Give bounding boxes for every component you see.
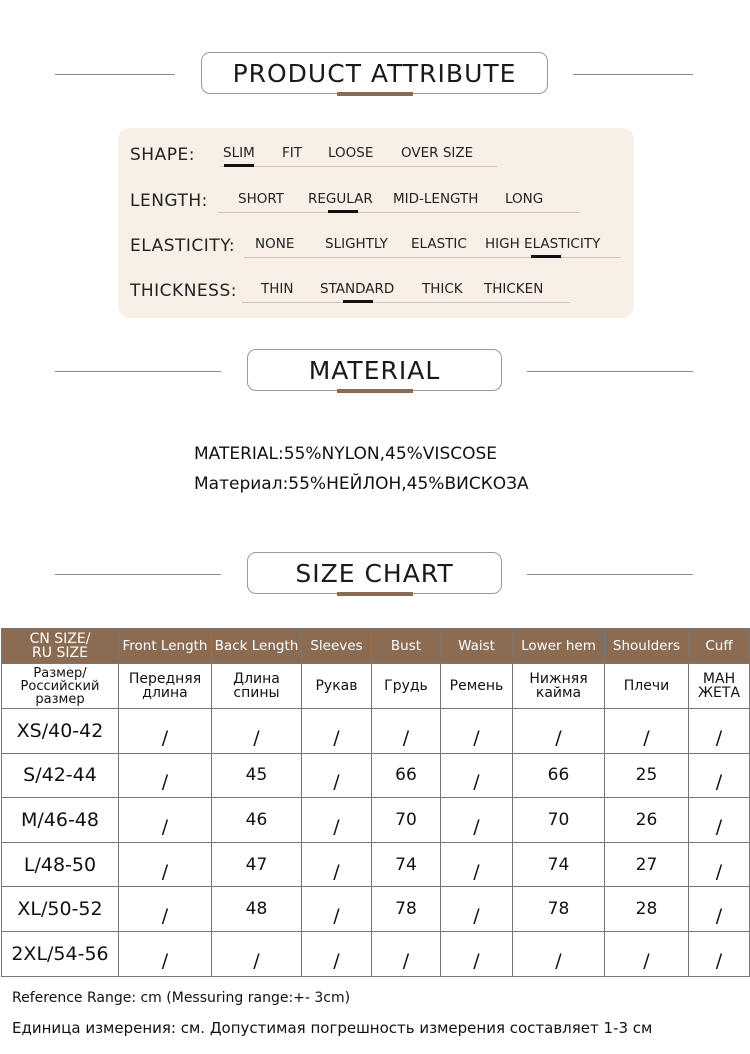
attr-baseline xyxy=(244,257,621,258)
attr-option: SLIGHTLY xyxy=(325,236,388,252)
table-cell: / xyxy=(441,753,513,798)
size-label-cell: S/42-44 xyxy=(2,753,119,798)
size-label-cell: XS/40-42 xyxy=(2,709,119,754)
section-title: SIZE CHART xyxy=(247,552,502,594)
title-underline xyxy=(337,92,413,96)
table-cell: / xyxy=(302,753,372,798)
attr-option: THICKEN xyxy=(484,281,544,297)
table-cell: / xyxy=(689,709,750,754)
divider-left xyxy=(55,371,221,372)
attr-option: STANDARD xyxy=(320,281,395,297)
selected-marker xyxy=(224,164,254,167)
title-underline xyxy=(337,389,413,393)
table-cell: / xyxy=(441,798,513,843)
divider-right xyxy=(527,371,693,372)
table-cell: 46 xyxy=(212,798,302,843)
table-row xyxy=(2,931,750,976)
title-underline xyxy=(337,592,413,596)
table-cell: / xyxy=(513,931,605,976)
table-cell: / xyxy=(119,709,212,754)
table-cell: / xyxy=(689,753,750,798)
table-cell: / xyxy=(513,709,605,754)
size-label-cell: CN SIZE/ RU SIZE xyxy=(2,629,119,664)
table-cell: / xyxy=(302,842,372,887)
material-label: Материал: xyxy=(194,474,289,494)
attr-option: NONE xyxy=(255,236,295,252)
attr-row-thickness xyxy=(118,269,634,309)
size-label-cell: L/48-50 xyxy=(2,842,119,887)
table-row xyxy=(2,709,750,754)
attr-label: ELASTICITY: xyxy=(130,236,236,256)
attr-option: MID-LENGTH xyxy=(393,191,479,207)
table-cell: / xyxy=(119,753,212,798)
table-cell: 47 xyxy=(212,842,302,887)
selected-marker xyxy=(343,300,373,303)
attr-row-shape xyxy=(118,133,634,173)
attr-option: THICK xyxy=(422,281,463,297)
size-label-cell: M/46-48 xyxy=(2,798,119,843)
attr-option: OVER SIZE xyxy=(401,145,474,161)
attr-option: ELASTIC xyxy=(411,236,467,252)
table-cell: Плечи xyxy=(605,664,689,709)
selected-marker xyxy=(531,255,561,258)
attr-row-elasticity xyxy=(118,224,634,264)
attr-label: THICKNESS: xyxy=(130,281,237,301)
table-cell: 78 xyxy=(372,887,441,932)
table-cell: МАН ЖЕТА xyxy=(689,664,750,709)
table-cell: 66 xyxy=(513,753,605,798)
table-cell: Cuff xyxy=(689,629,750,664)
attr-baseline xyxy=(218,212,580,213)
size-label-cell: XL/50-52 xyxy=(2,887,119,932)
table-cell: Front Length xyxy=(119,629,212,664)
table-cell: / xyxy=(605,709,689,754)
table-cell: / xyxy=(689,798,750,843)
attr-label: LENGTH: xyxy=(130,191,208,211)
table-cell: / xyxy=(119,931,212,976)
attr-option: LOOSE xyxy=(328,145,374,161)
table-cell: 48 xyxy=(212,887,302,932)
size-label-cell: Размер/ Российский размер xyxy=(2,664,119,709)
table-cell: / xyxy=(689,887,750,932)
table-cell: 74 xyxy=(513,842,605,887)
table-header-en xyxy=(2,629,750,664)
material-value: 55%НЕЙЛОН,45%ВИСКОЗА xyxy=(288,474,529,494)
attr-label: SHAPE: xyxy=(130,145,195,165)
table-cell: / xyxy=(212,931,302,976)
table-cell: Передняя длина xyxy=(119,664,212,709)
attribute-panel xyxy=(118,128,634,318)
attr-option: SLIM xyxy=(223,145,255,161)
attr-row-length xyxy=(118,179,634,219)
selected-marker xyxy=(328,210,358,213)
table-header-ru xyxy=(2,664,750,709)
table-cell: / xyxy=(119,887,212,932)
table-cell: 28 xyxy=(605,887,689,932)
table-row xyxy=(2,798,750,843)
table-row xyxy=(2,753,750,798)
table-cell: / xyxy=(441,709,513,754)
table-cell: Lower hem xyxy=(513,629,605,664)
table-cell: / xyxy=(302,798,372,843)
table-cell: 74 xyxy=(372,842,441,887)
table-cell: Длина спины xyxy=(212,664,302,709)
table-cell: 45 xyxy=(212,753,302,798)
table-cell: / xyxy=(212,709,302,754)
material-label: MATERIAL: xyxy=(194,444,284,464)
table-cell: 26 xyxy=(605,798,689,843)
table-cell: 66 xyxy=(372,753,441,798)
size-chart-table xyxy=(1,628,750,977)
table-cell: / xyxy=(119,798,212,843)
divider-left xyxy=(55,74,175,75)
attr-option: THIN xyxy=(261,281,294,297)
table-cell: 70 xyxy=(513,798,605,843)
table-cell: Рукав xyxy=(302,664,372,709)
table-row xyxy=(2,842,750,887)
table-cell: Bust xyxy=(372,629,441,664)
table-cell: Shoulders xyxy=(605,629,689,664)
table-cell: Back Length xyxy=(212,629,302,664)
table-cell: Ремень xyxy=(441,664,513,709)
size-chart-heading xyxy=(0,552,750,602)
attr-baseline xyxy=(221,166,497,167)
material-value: 55%NYLON,45%VISCOSE xyxy=(283,444,498,464)
table-cell: 25 xyxy=(605,753,689,798)
table-cell: / xyxy=(441,842,513,887)
table-cell: Нижняя кайма xyxy=(513,664,605,709)
table-row xyxy=(2,887,750,932)
table-cell: / xyxy=(441,887,513,932)
table-cell: / xyxy=(441,931,513,976)
table-cell: / xyxy=(302,709,372,754)
table-cell: Sleeves xyxy=(302,629,372,664)
section-title: PRODUCT ATTRIBUTE xyxy=(201,52,548,94)
attr-option: HIGH ELASTICITY xyxy=(485,236,601,252)
table-cell: Грудь xyxy=(372,664,441,709)
table-cell: / xyxy=(302,887,372,932)
table-cell: / xyxy=(302,931,372,976)
product-attribute-heading xyxy=(0,52,750,102)
attr-option: SHORT xyxy=(238,191,284,207)
table-cell: 27 xyxy=(605,842,689,887)
table-cell: 70 xyxy=(372,798,441,843)
table-cell: / xyxy=(689,931,750,976)
material-line-ru xyxy=(194,474,529,494)
table-cell: / xyxy=(372,931,441,976)
table-cell: Waist xyxy=(441,629,513,664)
table-cell: / xyxy=(372,709,441,754)
divider-right xyxy=(573,74,693,75)
attr-baseline xyxy=(242,302,570,303)
material-heading xyxy=(0,349,750,399)
table-cell: / xyxy=(689,842,750,887)
size-label-cell: 2XL/54-56 xyxy=(2,931,119,976)
material-line-en xyxy=(194,444,497,464)
divider-right xyxy=(527,574,693,575)
table-cell: / xyxy=(605,931,689,976)
attr-option: FIT xyxy=(282,145,302,161)
reference-range-en: Reference Range: cm (Messuring range:+- 3cm) xyxy=(12,990,351,1006)
section-title: MATERIAL xyxy=(247,349,502,391)
table-cell: / xyxy=(119,842,212,887)
attr-option: REGULAR xyxy=(308,191,373,207)
attr-option: LONG xyxy=(505,191,544,207)
divider-left xyxy=(55,574,221,575)
table-cell: 78 xyxy=(513,887,605,932)
reference-range-ru: Единица измерения: см. Допустимая погрешность измерения составляет 1-3 см xyxy=(12,1019,653,1037)
